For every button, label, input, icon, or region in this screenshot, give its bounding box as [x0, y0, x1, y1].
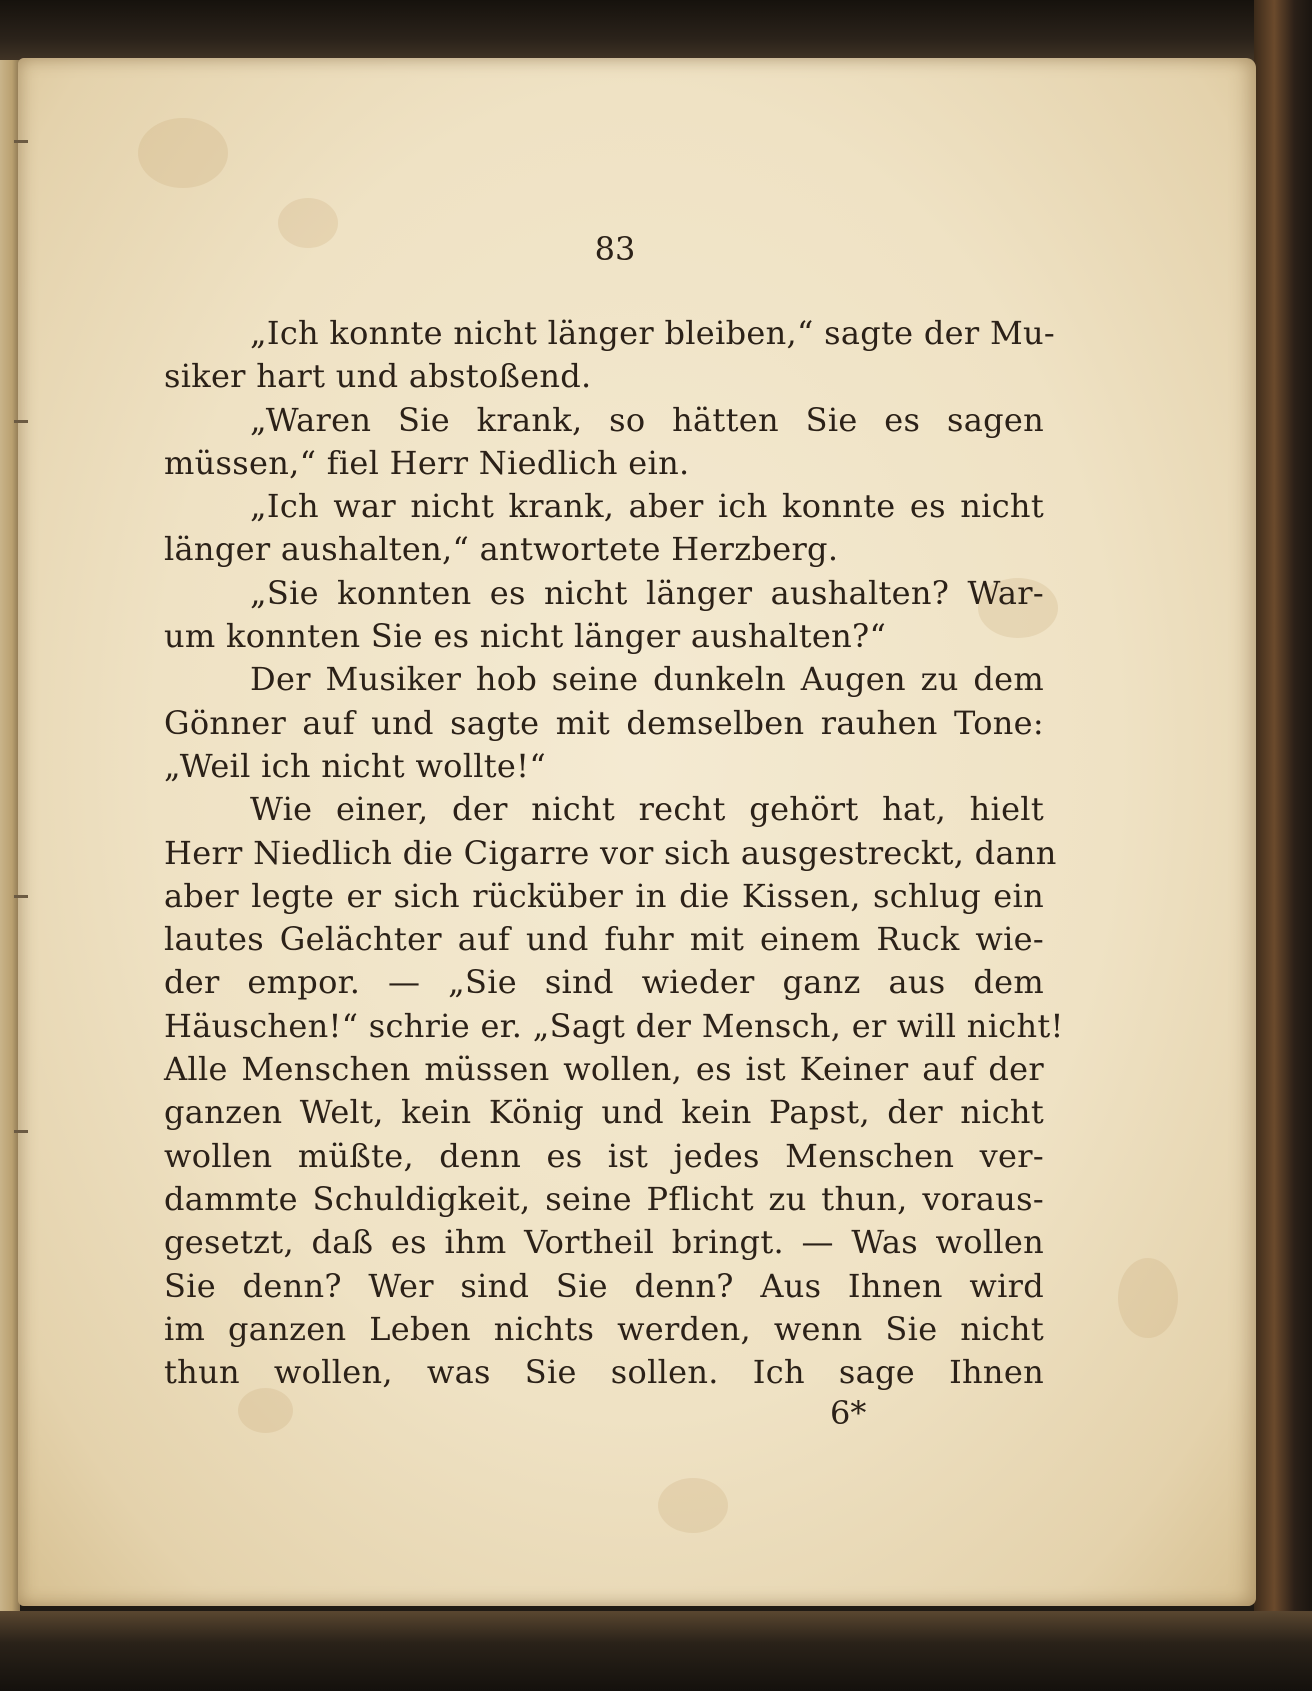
text-line: „Waren Sie krank, so hätten Sie es sagen — [250, 400, 1044, 439]
text-line: ganzen Welt, kein König und kein Papst, der nicht — [164, 1093, 1044, 1132]
text-line: Alle Menschen müssen wollen, es ist Keiner auf der — [164, 1050, 1044, 1089]
paper-stain — [238, 1388, 293, 1433]
text-line: Wie einer, der nicht recht gehört hat, hielt — [250, 790, 1044, 829]
text-line: um konnten Sie es nicht länger aushalten?“ — [164, 617, 887, 656]
paper-stain — [138, 118, 228, 188]
printer-signature-mark: 6* — [830, 1394, 867, 1432]
text-line: „Weil ich nicht wollte!“ — [164, 746, 546, 785]
text-line: Herr Niedlich die Cigarre vor sich ausgestreckt, dann — [164, 833, 1057, 872]
book-cover-bottom — [0, 1611, 1312, 1691]
paper-stain — [658, 1478, 728, 1533]
text-line: „Sie konnten es nicht länger aushalten? War- — [250, 573, 1044, 612]
text-line: im ganzen Leben nichts werden, wenn Sie nicht — [164, 1309, 1044, 1348]
page-number: 83 — [594, 230, 636, 268]
binding-thread-mark — [14, 420, 28, 423]
text-line: aber legte er sich rücküber in die Kissen, schlug ein — [164, 876, 1044, 915]
book-cover-right-edge — [1254, 0, 1312, 1691]
text-line: Gönner auf und sagte mit demselben rauhen Tone: — [164, 703, 1044, 742]
text-line: Der Musiker hob seine dunkeln Augen zu dem — [250, 660, 1044, 699]
binding-thread-mark — [14, 895, 28, 898]
binding-thread-mark — [14, 140, 28, 143]
text-line: gesetzt, daß es ihm Vortheil bringt. — Was wollen — [164, 1223, 1044, 1262]
text-line: der empor. — „Sie sind wieder ganz aus dem — [164, 963, 1044, 1002]
text-line: „Ich konnte nicht länger bleiben,“ sagte der Mu- — [250, 314, 1056, 352]
text-line: länger aushalten,“ antwortete Herzberg. — [164, 530, 839, 569]
text-line: Häuschen!“ schrie er. „Sagt der Mensch, er will nicht! — [164, 1006, 1064, 1045]
text-line: Sie denn? Wer sind Sie denn? Aus Ihnen wird — [164, 1266, 1044, 1305]
text-line: lautes Gelächter auf und fuhr mit einem Ruck wie- — [164, 920, 1044, 959]
text-line: wollen müßte, denn es ist jedes Menschen ver- — [164, 1136, 1044, 1175]
text-line: dammte Schuldigkeit, seine Pflicht zu thun, voraus- — [164, 1179, 1044, 1218]
text-line: thun wollen, was Sie sollen. Ich sage Ihnen — [164, 1353, 1044, 1392]
text-line: müssen,“ fiel Herr Niedlich ein. — [164, 443, 690, 482]
paper-stain — [278, 198, 338, 248]
text-line: siker hart und abstoßend. — [164, 357, 592, 396]
binding-thread-mark — [14, 1130, 28, 1133]
book-gutter-left — [0, 60, 20, 1660]
text-line: „Ich war nicht krank, aber ich konnte es nicht — [250, 487, 1044, 526]
paper-stain — [1118, 1258, 1178, 1338]
body-text — [164, 312, 1064, 1394]
